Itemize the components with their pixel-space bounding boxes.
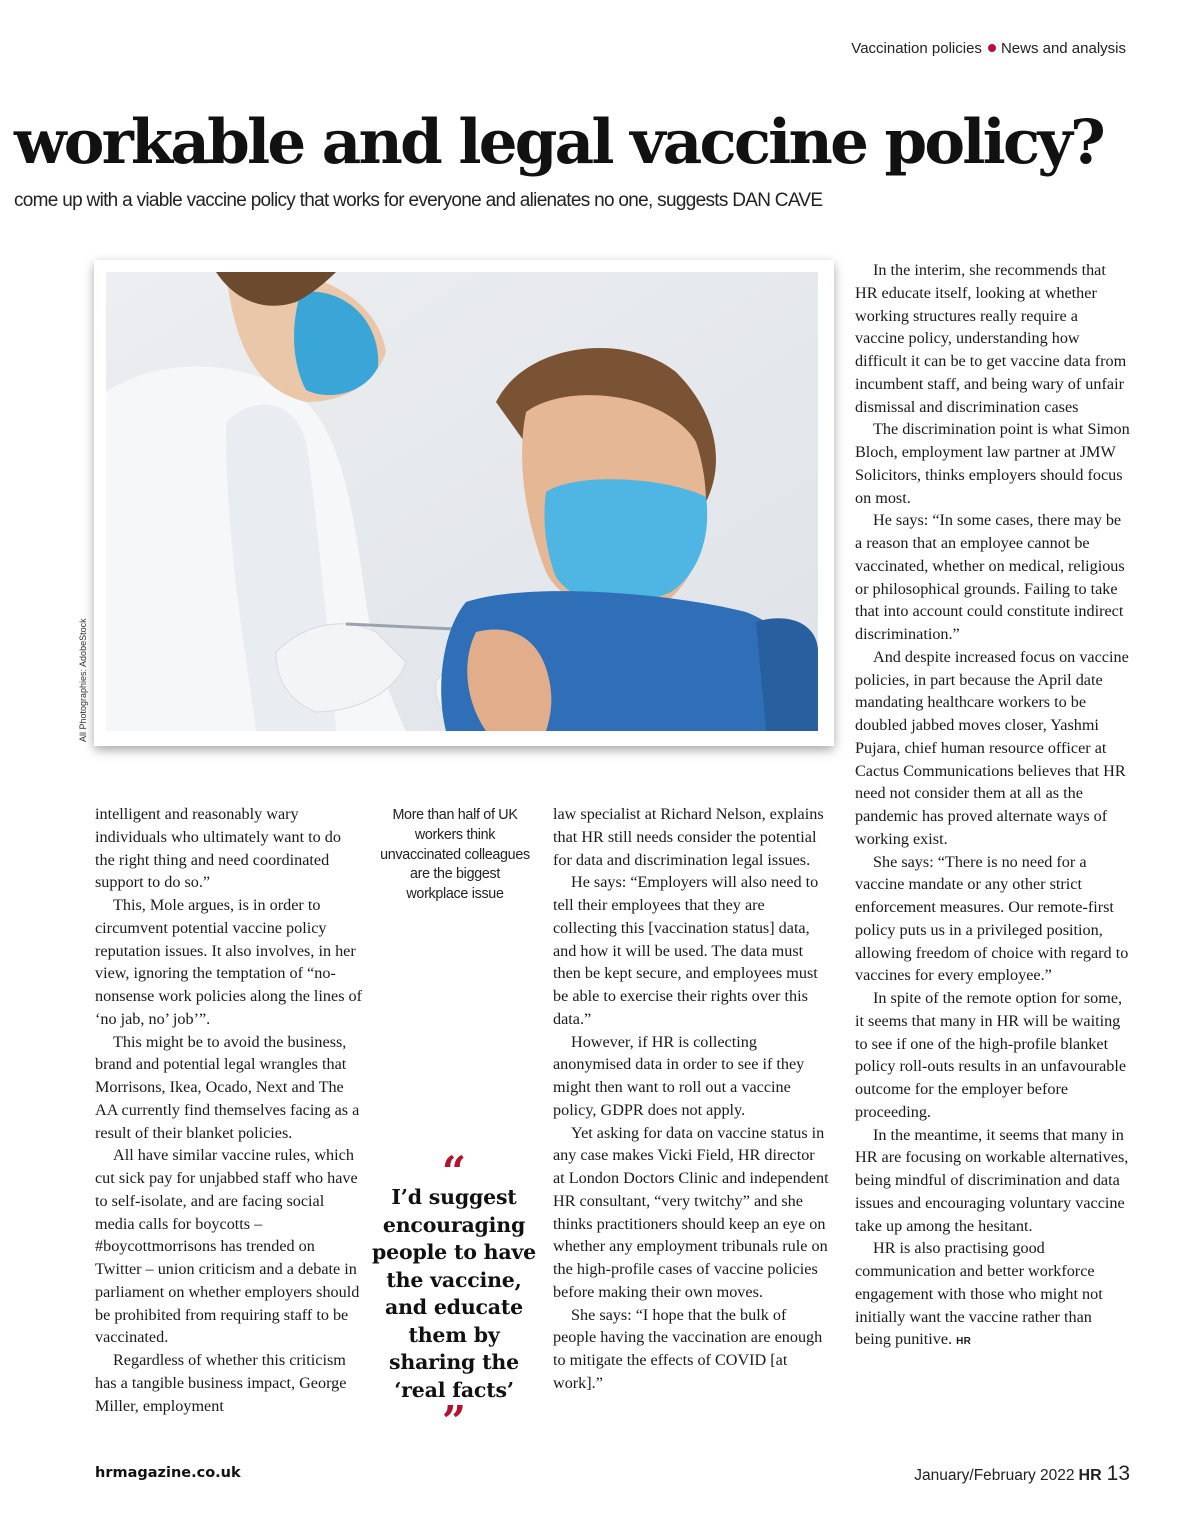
running-head: [851, 40, 1126, 57]
column-3: [553, 803, 829, 1395]
magazine-logo: HR: [1078, 1467, 1102, 1484]
paragraph: Yet asking for data on vaccine status in any case makes Vicki Field, HR director at London Doctors Clinic and independent HR consultant, “very twitchy” and she thinks practitioners should keep an eye on whether any employment tribunals rule on the high-profile cases of vaccine policies before making their own moves.: [553, 1123, 829, 1301]
headline: workable and legal vaccine policy?: [14, 107, 1103, 178]
paragraph: Regardless of whether this criticism has a tangible business impact, George Miller, employment: [95, 1351, 347, 1415]
pull-quote: I’d suggest encouraging people to have the vaccine, and educate them by sharing the ‘real facts’: [372, 1185, 536, 1402]
photo-credit: All Photographies: AdobeStock: [78, 618, 88, 742]
paragraph: In spite of the remote option for some, it seems that many in HR will be waiting to see if one of the high-profile blanket policy roll-outs results in an unfavourable outcome for the employer before proceeding.: [855, 989, 1127, 1121]
column-1: [95, 803, 363, 1417]
paragraph: And despite increased focus on vaccine policies, in part because the April date mandating healthcare workers to be doubled jabbed moves closer, Yashmi Pujara, chief human resource officer at Cactus Communications believes that HR need not consider them at all as the pandemic has proved alternate ways of working exist.: [855, 647, 1129, 848]
column-4: [855, 259, 1131, 1354]
paragraph: She says: “There is no need for a vaccine mandate or any other strict enforcement measures. Our remote-first policy puts us in a privileged position, allowing freedom of choice with regard to vaccines for every employee.”: [855, 852, 1129, 985]
paragraph-last: [855, 1237, 1131, 1354]
paragraph: This, Mole argues, is in order to circumvent potential vaccine policy reputation issues. It also involves, in her view, ignoring the temptation of “no-nonsense work policies along the lines of ‘no jab, no’ job’”.: [95, 896, 363, 1028]
end-sign: HR: [956, 1336, 972, 1348]
paragraph: In the meantime, it seems that many in HR are focusing on workable alternatives, being mindful of discrimination and data issues and encouraging voluntary vaccine take up among the hesitant.: [855, 1125, 1129, 1235]
folio: [914, 1462, 1130, 1486]
paragraph: The discrimination point is what Simon Bloch, employment law partner at JMW Solicitors, thinks employers should focus on most.: [855, 420, 1130, 507]
paragraph-text: HR is also practising good communication and better workforce engagement with those who might not initially want the vaccine rather than being punitive.: [855, 1239, 1103, 1349]
paragraph: However, if HR is collecting anonymised data in order to see if they might then want to roll out a vaccine policy, GDPR does not apply.: [553, 1032, 805, 1119]
bullet-dot-icon: [988, 44, 996, 52]
paragraph: He says: “Employers will also need to tell their employees that they are collecting this [vaccination status] data, and how it will be used. The data must then be kept secure, and employees must be able to exercise their rights over this data.”: [553, 873, 819, 1028]
open-quote-icon: “: [441, 1147, 467, 1196]
vaccination-photo: [106, 272, 818, 731]
paragraph: law specialist at Richard Nelson, explains that HR still needs consider the potential for data and discrimination legal issues.: [553, 805, 824, 869]
paragraph: This might be to avoid the business, brand and potential legal wrangles that Morrisons, Ikea, Ocado, Next and The AA currently find themselves facing as a result of their blanket policies.: [95, 1032, 360, 1142]
paragraph: intelligent and reasonably wary individuals who ultimately want to do the right thing and need coordinated support to do so.”: [95, 805, 341, 892]
paragraph: In the interim, she recommends that HR educate itself, looking at whether working structures really require a vaccine policy, understanding how difficult it can be to get vaccine data from incumbent staff, and being wary of unfair dismissal and discrimination cases: [855, 261, 1127, 416]
page-number: 13: [1106, 1462, 1130, 1485]
standfirst: come up with a viable vaccine policy that works for everyone and alienates no one, suggests DAN CAVE: [14, 190, 823, 211]
close-quote-icon: ”: [441, 1397, 467, 1446]
paragraph: She says: “I hope that the bulk of people having the vaccination are enough to mitigate the effects of COVID [at work].”: [553, 1305, 823, 1392]
pull-stat: More than half of UK workers think unvaccinated colleagues are the biggest workplace issue: [380, 807, 530, 903]
category-label: News and analysis: [1000, 40, 1126, 57]
paragraph: All have similar vaccine rules, which cut sick pay for unjabbed staff who have to self-isolate, and are facing social media calls for boycotts – #boycottmorrisons has trended on Twitter – union criticism and a debate in parliament on whether employers should be prohibited from requiring staff to be vaccinated.: [95, 1146, 360, 1347]
photo-frame: [94, 260, 834, 746]
website-link[interactable]: hrmagazine.co.uk: [95, 1465, 241, 1481]
paragraph: He says: “In some cases, there may be a reason that an employee cannot be vaccinated, whether on medical, religious or philosophical grounds. Failing to take that into account could constitute indirect discrimination.”: [855, 511, 1125, 643]
section-label: Vaccination policies: [851, 40, 982, 57]
issue-date: January/February 2022: [914, 1467, 1075, 1484]
